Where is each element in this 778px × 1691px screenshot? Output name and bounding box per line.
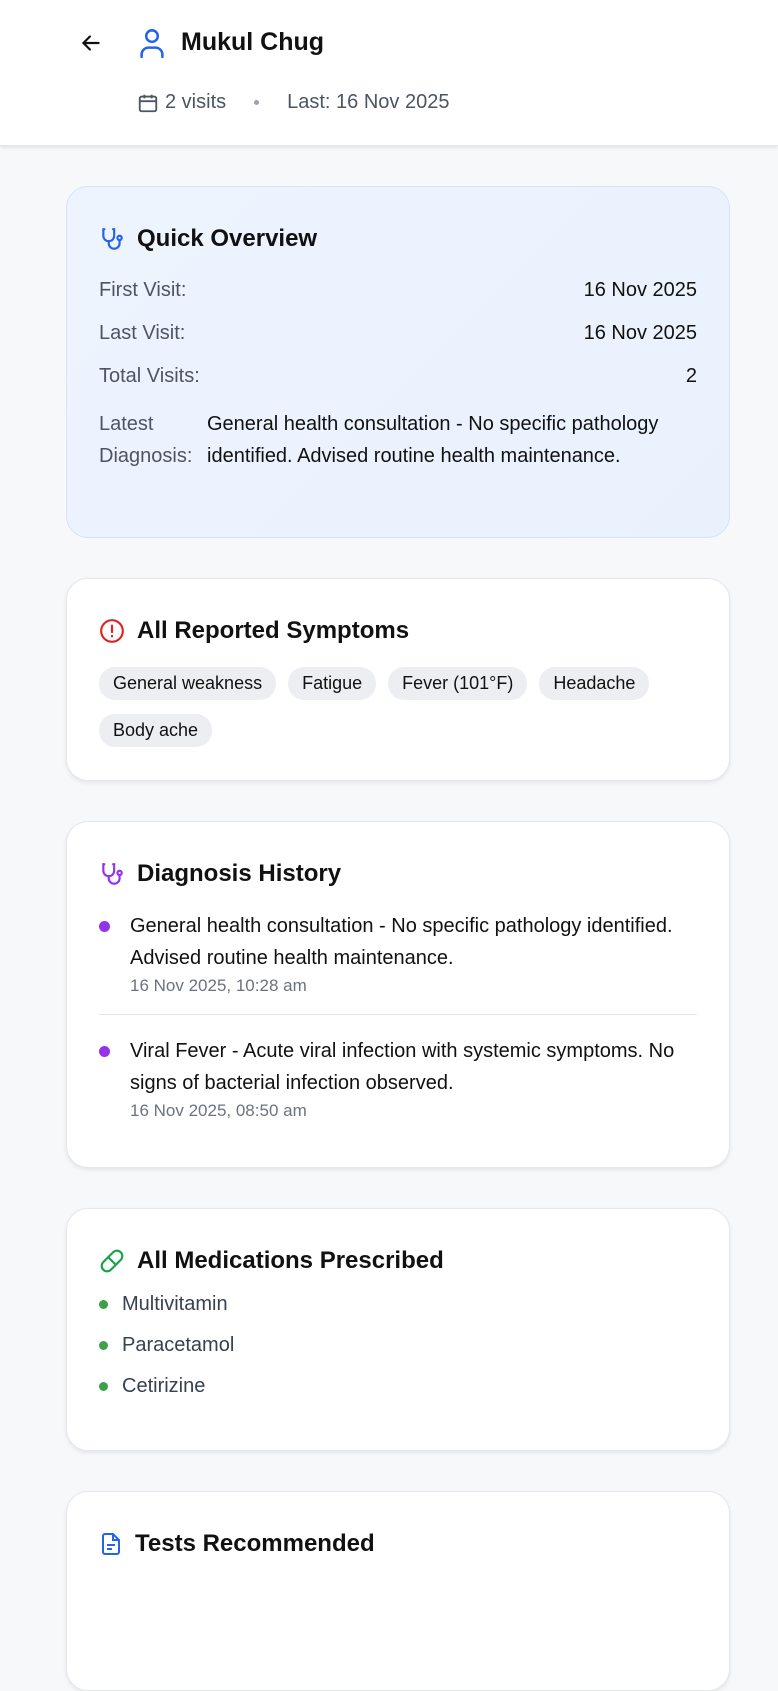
document-icon bbox=[99, 1531, 123, 1557]
symptom-tag: Fever (101°F) bbox=[388, 667, 527, 700]
medication-name: Multivitamin bbox=[122, 1293, 228, 1315]
bullet bbox=[99, 1382, 108, 1391]
total-visits-row bbox=[99, 365, 697, 388]
first-visit-row bbox=[99, 279, 697, 302]
symptom-tags bbox=[99, 667, 697, 747]
symptom-tag: Fatigue bbox=[288, 667, 376, 700]
bullet bbox=[99, 921, 110, 932]
medications-card bbox=[66, 1208, 730, 1451]
medication-item bbox=[99, 1334, 697, 1357]
patient-name: Mukul Chug bbox=[181, 28, 325, 56]
bullet bbox=[99, 1341, 108, 1350]
value: 16 Nov 2025 bbox=[583, 279, 697, 301]
label: Total Visits: bbox=[99, 365, 200, 387]
medication-name: Cetirizine bbox=[122, 1375, 206, 1397]
bullet bbox=[99, 1046, 110, 1057]
medication-name: Paracetamol bbox=[122, 1334, 235, 1356]
card-title: All Reported Symptoms bbox=[137, 617, 410, 644]
stethoscope-icon bbox=[99, 226, 125, 252]
diagnosis-text: Viral Fever - Acute viral infection with systemic symptoms. No signs of bacterial infection observed. bbox=[130, 1040, 675, 1094]
visit-count: 2 visits bbox=[165, 91, 227, 113]
medication-item bbox=[99, 1375, 697, 1398]
card-title: Quick Overview bbox=[137, 225, 318, 252]
quick-overview-card bbox=[66, 186, 730, 538]
value: 16 Nov 2025 bbox=[583, 322, 697, 344]
label: Last Visit: bbox=[99, 322, 186, 344]
app-header bbox=[0, 0, 778, 146]
tests-card bbox=[66, 1491, 730, 1691]
symptoms-card bbox=[66, 578, 730, 781]
diagnosis-time: 16 Nov 2025, 08:50 am bbox=[130, 1101, 307, 1120]
diagnosis-time: 16 Nov 2025, 10:28 am bbox=[130, 976, 307, 995]
last-visit-row bbox=[99, 322, 697, 345]
card-title: All Medications Prescribed bbox=[137, 1247, 444, 1274]
diagnosis-history-card bbox=[66, 821, 730, 1168]
calendar-icon bbox=[137, 92, 159, 114]
diagnosis-item bbox=[99, 894, 697, 1014]
bullet bbox=[99, 1300, 108, 1309]
alert-circle-icon bbox=[99, 618, 125, 644]
back-arrow-icon[interactable] bbox=[78, 30, 104, 56]
symptom-tag: General weakness bbox=[99, 667, 276, 700]
visit-meta bbox=[137, 91, 449, 114]
label: First Visit: bbox=[99, 279, 187, 301]
diagnosis-text: General health consultation - No specific pathology identified. Advised routine health maintenance. bbox=[130, 915, 673, 969]
user-icon bbox=[138, 28, 166, 58]
value: 2 bbox=[685, 365, 697, 387]
card-title: Diagnosis History bbox=[137, 860, 342, 887]
card-title: Tests Recommended bbox=[135, 1530, 375, 1557]
label: Latest Diagnosis: bbox=[99, 413, 193, 467]
medication-item bbox=[99, 1293, 697, 1316]
stethoscope-icon bbox=[99, 861, 125, 887]
last-visit: Last: 16 Nov 2025 bbox=[287, 91, 450, 113]
value: General health consultation - No specific pathology identified. Advised routine health maintenance. bbox=[207, 413, 659, 467]
diagnosis-item bbox=[99, 1014, 697, 1139]
separator-dot bbox=[254, 100, 259, 105]
pill-icon bbox=[99, 1248, 125, 1274]
symptom-tag: Body ache bbox=[99, 714, 212, 747]
latest-diagnosis-row bbox=[99, 408, 697, 472]
symptom-tag: Headache bbox=[539, 667, 649, 700]
